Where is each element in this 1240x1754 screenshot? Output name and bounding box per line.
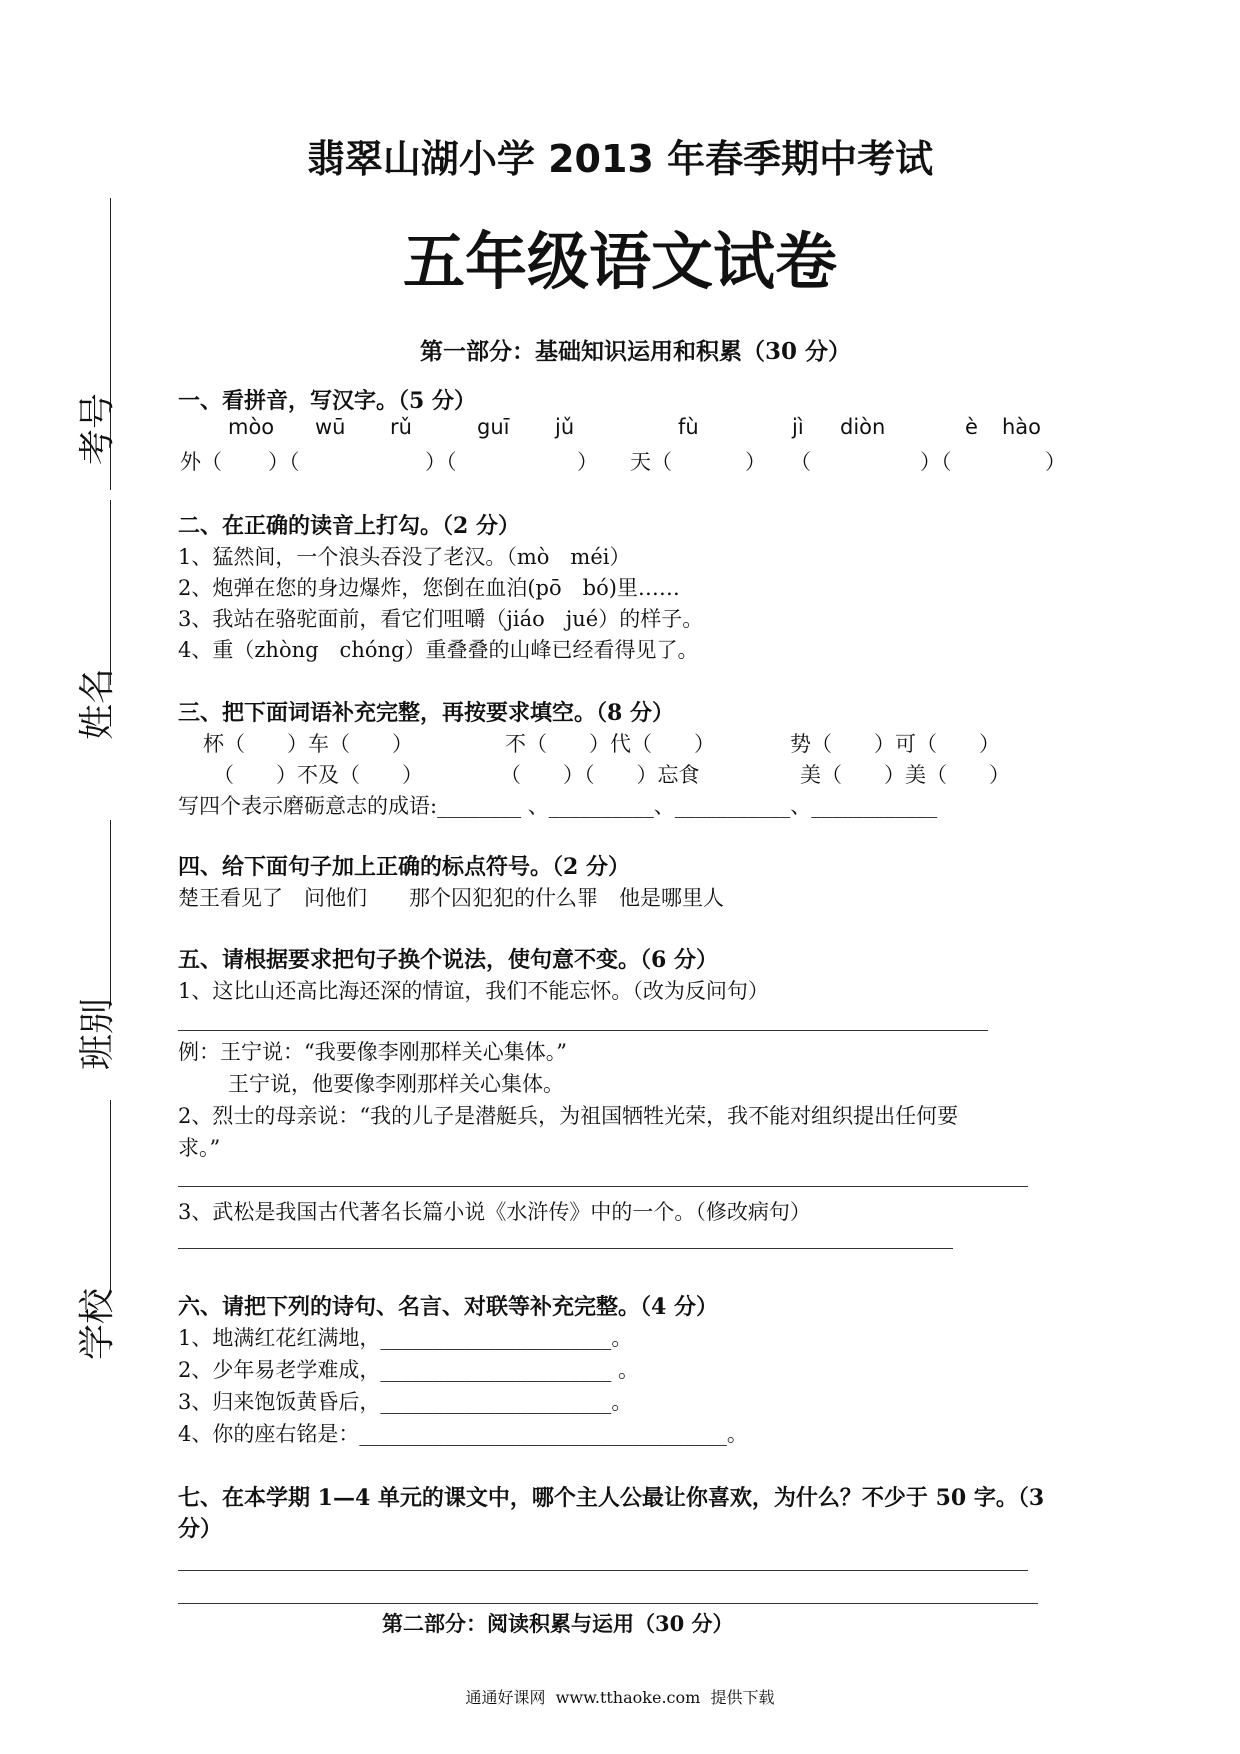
q1-title: 一、看拼音，写汉字。（5 分）: [178, 388, 476, 414]
part2-title: 第二部分：阅读积累与运用（30 分）: [382, 1611, 734, 1636]
binding-line-3: [110, 820, 111, 1005]
q5-example-b: 王宁说，他要像李刚那样关心集体。: [228, 1072, 564, 1096]
q2-item: 1、猛然间，一个浪头吞没了老汉。（mò méi）: [178, 545, 631, 569]
q6-item[interactable]: 3、归来饱饭黄昏后，______________________。: [178, 1390, 633, 1414]
footer-credit: 通通好课网 www.tthaoke.com 提供下载: [465, 1688, 775, 1707]
q1-blank[interactable]: 外（: [180, 450, 222, 474]
q1-pinyin: è: [965, 415, 978, 439]
q1-pinyin: rǔ: [390, 415, 412, 439]
q1-blank[interactable]: ）（: [268, 450, 300, 474]
q5-item1: 1、这比山还高比海还深的情谊，我们不能忘怀。（改为反问句）: [178, 979, 769, 1003]
q1-pinyin: wū: [315, 415, 346, 439]
q5-item3: 3、武松是我国古代著名长篇小说《水浒传》中的一个。（修改病句）: [178, 1200, 811, 1224]
q3-idiom-prompt[interactable]: 写四个表示磨砺意志的成语:________ 、__________、___________、____________: [178, 794, 938, 818]
q1-pinyin: jǔ: [555, 415, 575, 439]
q1-pinyin: guī: [477, 415, 510, 439]
q6-item[interactable]: 4、你的座右铭是：___________________________________。: [178, 1422, 748, 1446]
q1-pinyin: diòn: [840, 415, 886, 439]
q3-word[interactable]: 势（ ）可（ ）: [790, 732, 1000, 756]
q1-blank[interactable]: ）: [745, 450, 766, 474]
q3-word[interactable]: 杯（ ）车（ ）: [203, 732, 413, 756]
q1-blank[interactable]: 天（: [630, 450, 672, 474]
q1-blank[interactable]: ）: [577, 450, 598, 474]
q6-title: 六、请把下列的诗句、名言、对联等补充完整。（4 分）: [178, 1294, 718, 1320]
answer-line[interactable]: [178, 1570, 1028, 1571]
q1-blank[interactable]: ）（: [425, 450, 457, 474]
q5-example-a: 例：王宁说：“我要像李刚那样关心集体。”: [178, 1040, 567, 1064]
q5-item2: 2、烈士的母亲说：“我的儿子是潜艇兵，为祖国牺牲光荣，我不能对组织提出任何要: [178, 1104, 959, 1128]
q1-pinyin: hào: [1002, 415, 1042, 439]
q3-word[interactable]: （ ）（ ）忘食: [500, 763, 700, 787]
q5-item2-cont: 求。”: [178, 1136, 221, 1160]
q3-title: 三、把下面词语补充完整，再按要求填空。（8 分）: [178, 700, 674, 726]
q1-blank[interactable]: ）（: [920, 450, 952, 474]
binding-line-4: [110, 1100, 111, 1290]
q1-blank[interactable]: （: [790, 450, 811, 474]
q3-word[interactable]: 不（ ）代（ ）: [505, 732, 715, 756]
q5-title: 五、请根据要求把句子换个说法，使句意不变。（6 分）: [178, 947, 718, 973]
q2-item: 2、炮弹在您的身边爆炸，您倒在血泊(pō bó)里……: [178, 576, 680, 600]
q1-pinyin: jì: [792, 415, 804, 439]
q4-sentence: 楚王看见了 问他们 那个囚犯犯的什么罪 他是哪里人: [178, 886, 724, 910]
q1-pinyin: fù: [678, 415, 699, 439]
q7-title: 七、在本学期 1—4 单元的课文中，哪个主人公最让你喜欢，为什么？不少于 50 字。（3: [178, 1485, 1045, 1511]
part1-title: 第一部分：基础知识运用和积累（30 分）: [420, 338, 852, 365]
q4-title: 四、给下面句子加上正确的标点符号。（2 分）: [178, 854, 630, 880]
q2-item: 4、重（zhòng chóng）重叠叠的山峰已经看得见了。: [178, 638, 699, 662]
label-banbie: 班别: [77, 997, 118, 1070]
answer-line[interactable]: [178, 1186, 1028, 1187]
q2-title: 二、在正确的读音上打勾。（2 分）: [178, 513, 520, 539]
q7-title-cont: 分）: [178, 1516, 223, 1542]
label-kaohao: 考号: [77, 392, 118, 465]
answer-line[interactable]: [178, 1030, 988, 1031]
q6-item[interactable]: 1、地满红花红满地，______________________。: [178, 1326, 633, 1350]
paper-title: 五年级语文试卷: [402, 225, 837, 298]
school-exam-title: 翡翠山湖小学 2013 年春季期中考试: [306, 137, 934, 181]
answer-line[interactable]: [178, 1248, 953, 1249]
binding-line-2: [110, 500, 111, 685]
label-xingming: 姓名: [77, 667, 118, 740]
q2-item: 3、我站在骆驼面前，看它们咀嚼（jiáo jué）的样子。: [178, 607, 704, 631]
answer-line[interactable]: [178, 1603, 1038, 1604]
q1-blank[interactable]: ）: [1045, 450, 1066, 474]
q6-item[interactable]: 2、少年易老学难成，______________________ 。: [178, 1358, 640, 1382]
q3-word[interactable]: （ ）不及（ ）: [213, 763, 423, 787]
label-xuexiao: 学校: [77, 1287, 118, 1360]
q3-word[interactable]: 美（ ）美（ ）: [800, 763, 1010, 787]
q1-pinyin: mòo: [228, 415, 275, 439]
